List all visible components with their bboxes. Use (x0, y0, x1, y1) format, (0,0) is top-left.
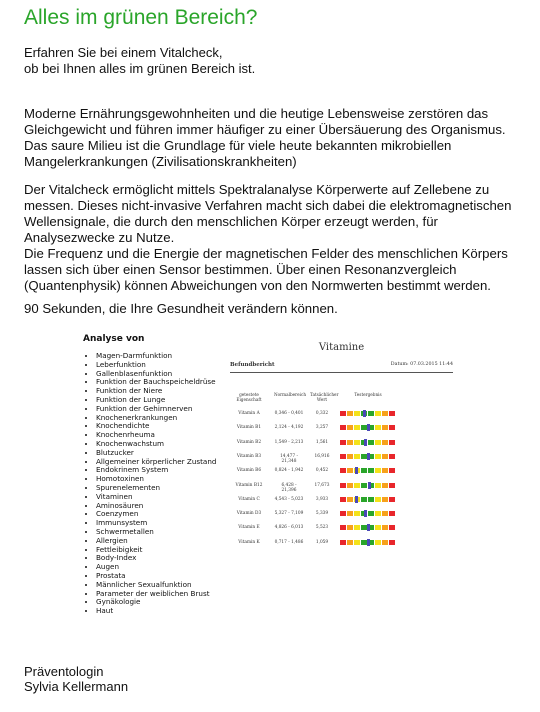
result-bar-segment (354, 425, 361, 430)
row-range: 1,549 - 2,213 (274, 439, 304, 445)
result-bar-segment (389, 440, 396, 445)
result-bar-segment (375, 525, 382, 530)
result-bar-segment (354, 511, 361, 516)
result-bar-segment (382, 425, 389, 430)
text-line: Der Vitalcheck ermöglicht mittels Spektralanalyse Körperwerte auf Zellebene zu (24, 182, 490, 197)
result-bar (340, 540, 396, 545)
row-range: 5,327 - 7,109 (274, 511, 304, 517)
text-line: Analysezwecke zu Nutze. (24, 230, 175, 245)
text-line: Moderne Ernährungsgewohnheiten und die heutige Lebensweise zerstören das (24, 106, 489, 121)
report-row (234, 497, 444, 507)
result-bar-segment (347, 468, 354, 473)
column-header: Tatsächlicher Wert (310, 392, 339, 402)
row-name: Vitamin B12 (235, 482, 263, 488)
paragraph-uebersaeuerung (24, 106, 524, 170)
signature-name: Sylvia Kellermann (24, 679, 129, 694)
analyse-item: • Fettleibigkeit (96, 546, 216, 555)
row-name: Vitamin B3 (236, 453, 262, 459)
analyse-item: • Aminosäuren (96, 502, 216, 511)
report-row (234, 411, 444, 421)
result-bar (340, 425, 396, 430)
result-bar-segment (375, 483, 382, 488)
text-line: Die Frequenz und die Energie der magnetischen Felder des menschlichen Körpers (24, 246, 508, 261)
result-bar (340, 454, 396, 459)
row-range: 0,717 - 1,486 (274, 539, 304, 545)
result-bar-segment (340, 540, 347, 545)
analyse-item: • Allergien (96, 537, 216, 546)
row-range: 4,543 - 5,023 (274, 496, 304, 502)
report-row (234, 511, 444, 521)
analyse-item: • Gallenblasenfunktion (96, 370, 216, 379)
result-bar-segment (354, 540, 361, 545)
result-marker (364, 439, 367, 446)
analyse-item: • Männlicher Sexualfunktion (96, 581, 216, 590)
result-bar-segment (389, 497, 396, 502)
report-row (234, 425, 444, 435)
report-row (234, 525, 444, 535)
result-bar-segment (340, 411, 347, 416)
analyse-list (83, 352, 216, 616)
result-bar-segment (354, 411, 361, 416)
result-bar-segment (340, 497, 347, 502)
result-bar-segment (347, 540, 354, 545)
row-value: 5,339 (315, 511, 329, 517)
result-marker (363, 410, 366, 417)
result-bar-segment (347, 454, 354, 459)
row-name: Vitamin K (238, 539, 260, 545)
result-bar-segment (347, 497, 354, 502)
result-bar-segment (354, 525, 361, 530)
analyse-item: • Knochenwachstum (96, 440, 216, 449)
result-marker (367, 453, 370, 460)
row-name: Vitamin B2 (236, 439, 262, 445)
row-range: 0,824 - 1,942 (274, 468, 304, 474)
result-bar-segment (340, 425, 347, 430)
result-bar-segment (368, 497, 375, 502)
analyse-item: • Funktion der Bauchspeicheldrüse (96, 378, 216, 387)
result-bar-segment (389, 468, 396, 473)
analyse-item: • Funktion der Lunge (96, 396, 216, 405)
analyse-item: • Knochenrheuma (96, 431, 216, 440)
analyse-item: • Magen-Darmfunktion (96, 352, 216, 361)
paragraph-vitalcheck (24, 182, 524, 294)
result-bar (340, 440, 396, 445)
result-bar-segment (340, 511, 347, 516)
analyse-item: • Allgemeiner körperlicher Zustand (96, 458, 216, 467)
result-bar-segment (347, 511, 354, 516)
analyse-item: • Coenzymen (96, 510, 216, 519)
intro-text (24, 45, 255, 77)
row-name: Vitamin E (238, 525, 260, 531)
text-line: messen. Dieses nicht-invasive Verfahren macht sich dabei die elektromagnetischen (24, 198, 512, 213)
result-bar-segment (382, 497, 389, 502)
result-bar (340, 511, 396, 516)
row-value: 3,933 (315, 496, 329, 502)
result-bar-segment (382, 454, 389, 459)
analyse-item: • Knochendichte (96, 422, 216, 431)
result-bar-segment (389, 454, 396, 459)
row-name: Vitamin C (238, 496, 260, 502)
result-bar-segment (382, 540, 389, 545)
report-row (234, 468, 444, 478)
analyse-item: • Schwermetallen (96, 528, 216, 537)
text-line: Das saure Milieu ist die Grundlage für viele heute bekannten mikrobiellen (24, 138, 452, 153)
report-row (234, 540, 444, 550)
result-bar-segment (347, 525, 354, 530)
result-bar-segment (389, 425, 396, 430)
report-row (234, 483, 444, 493)
text-line: (Quantenphysik) können Abweichungen von den Normwerten bestimmt werden. (24, 278, 491, 293)
result-marker (367, 539, 370, 546)
result-bar-segment (368, 440, 375, 445)
result-bar-segment (382, 525, 389, 530)
result-bar-segment (389, 483, 396, 488)
text-line: lassen sich über einen Sensor bestimmen. Über einen Resonanzvergleich (24, 262, 457, 277)
row-name: Vitamin B6 (236, 468, 262, 474)
paragraph-tagline (24, 301, 524, 317)
column-header: Normalbereich (274, 392, 307, 397)
result-bar-segment (340, 440, 347, 445)
result-bar-segment (375, 425, 382, 430)
analyse-item: • Immunsystem (96, 519, 216, 528)
signature (24, 664, 128, 694)
result-bar-segment (375, 411, 382, 416)
signature-title: Präventologin (24, 664, 104, 679)
result-bar-segment (361, 497, 368, 502)
text-line: Gleichgewicht und führen immer häufiger zu einer Übersäuerung des Organismus. (24, 122, 506, 137)
analyse-item: • Spurenelementen (96, 484, 216, 493)
result-bar-segment (389, 540, 396, 545)
result-bar-segment (368, 511, 375, 516)
result-bar-segment (375, 540, 382, 545)
result-bar (340, 483, 396, 488)
result-bar-segment (340, 468, 347, 473)
report-row (234, 454, 444, 464)
report-date: Datum: 07.03.2015 11:44 (390, 362, 453, 367)
result-bar (340, 497, 396, 502)
row-range: 6,428 - 21,396 (281, 482, 297, 493)
analyse-item: • Endokrinem System (96, 466, 216, 475)
result-bar (340, 468, 396, 473)
result-bar (340, 411, 396, 416)
report-row (234, 440, 444, 450)
row-value: 17,673 (314, 482, 330, 488)
result-bar-segment (375, 468, 382, 473)
row-value: 1,561 (315, 439, 329, 445)
result-marker (367, 424, 370, 431)
row-value: 5,523 (315, 525, 329, 531)
analyse-item: • Homotoxinen (96, 475, 216, 484)
result-marker (364, 510, 367, 517)
analyse-item: • Knochenerkrankungen (96, 414, 216, 423)
result-bar-segment (382, 511, 389, 516)
analyse-item: • Augen (96, 563, 216, 572)
result-bar-segment (375, 454, 382, 459)
intro-line: Erfahren Sie bei einem Vitalcheck, (24, 45, 223, 60)
row-range: 2,124 - 4,192 (274, 425, 304, 431)
analyse-item: • Blutzucker (96, 449, 216, 458)
analyse-item: • Prostata (96, 572, 216, 581)
result-bar-segment (354, 483, 361, 488)
result-bar-segment (389, 411, 396, 416)
intro-line: ob bei Ihnen alles im grünen Bereich ist. (24, 61, 256, 76)
result-bar-segment (375, 497, 382, 502)
text-line: Wellensignale, die durch den menschlichen Körper erzeugt werden, für (24, 214, 438, 229)
result-marker (368, 482, 371, 489)
result-bar-segment (389, 511, 396, 516)
analyse-item: • Gynäkologie (96, 598, 216, 607)
result-bar-segment (382, 483, 389, 488)
result-bar-segment (347, 483, 354, 488)
result-bar-segment (354, 454, 361, 459)
page-title: Alles im grünen Bereich? (24, 6, 258, 29)
row-range: 14,477 - 21,348 (280, 453, 298, 464)
row-range: 0,346 - 0,401 (274, 411, 304, 416)
row-value: 0,452 (315, 468, 329, 474)
result-bar-segment (347, 440, 354, 445)
text-line: Mangelerkrankungen (Zivilisationskrankheiten) (24, 154, 297, 169)
row-name: Vitamin A (238, 411, 260, 416)
analyse-item: • Vitaminen (96, 493, 216, 502)
result-bar (340, 525, 396, 530)
analyse-item: • Haut (96, 607, 216, 616)
result-marker (355, 467, 358, 474)
analyse-item: • Funktion der Niere (96, 387, 216, 396)
result-bar-segment (340, 525, 347, 530)
result-bar-segment (375, 511, 382, 516)
result-bar-segment (340, 454, 347, 459)
analyse-item: • Funktion der Gehirnnerven (96, 405, 216, 414)
result-marker (355, 496, 358, 503)
result-bar-segment (375, 440, 382, 445)
analyse-item: • Leberfunktion (96, 361, 216, 370)
vitamin-report-image (228, 340, 455, 550)
row-name: Vitamin D3 (236, 511, 262, 517)
column-header: Testergebnis (354, 392, 382, 397)
analyse-item: • Body-Index (96, 554, 216, 563)
row-name: Vitamin B1 (236, 425, 262, 431)
column-header: getestete Eigenschaft (236, 392, 262, 402)
text-line: 90 Sekunden, die Ihre Gesundheit verändern können. (24, 301, 338, 316)
result-marker (367, 524, 370, 531)
report-title: Vitamine (318, 342, 365, 353)
result-bar-segment (389, 525, 396, 530)
row-value: 1,059 (315, 539, 329, 545)
row-range: 4,826 - 6,013 (274, 525, 304, 531)
result-bar-segment (347, 425, 354, 430)
result-bar-segment (368, 468, 375, 473)
row-value: 16,916 (314, 453, 330, 459)
analyse-item: • Parameter der weiblichen Brust (96, 590, 216, 599)
result-bar-segment (354, 440, 361, 445)
analyse-title: Analyse von (83, 334, 145, 344)
report-label: Befundbericht (230, 362, 275, 368)
row-value: 0,332 (315, 411, 329, 416)
result-bar-segment (382, 411, 389, 416)
result-bar-segment (347, 411, 354, 416)
result-bar-segment (361, 468, 368, 473)
report-header (230, 362, 453, 373)
result-bar-segment (382, 440, 389, 445)
result-bar-segment (368, 411, 375, 416)
row-value: 3,257 (315, 425, 329, 431)
result-bar-segment (382, 468, 389, 473)
analyse-section (83, 334, 216, 616)
result-bar-segment (340, 483, 347, 488)
